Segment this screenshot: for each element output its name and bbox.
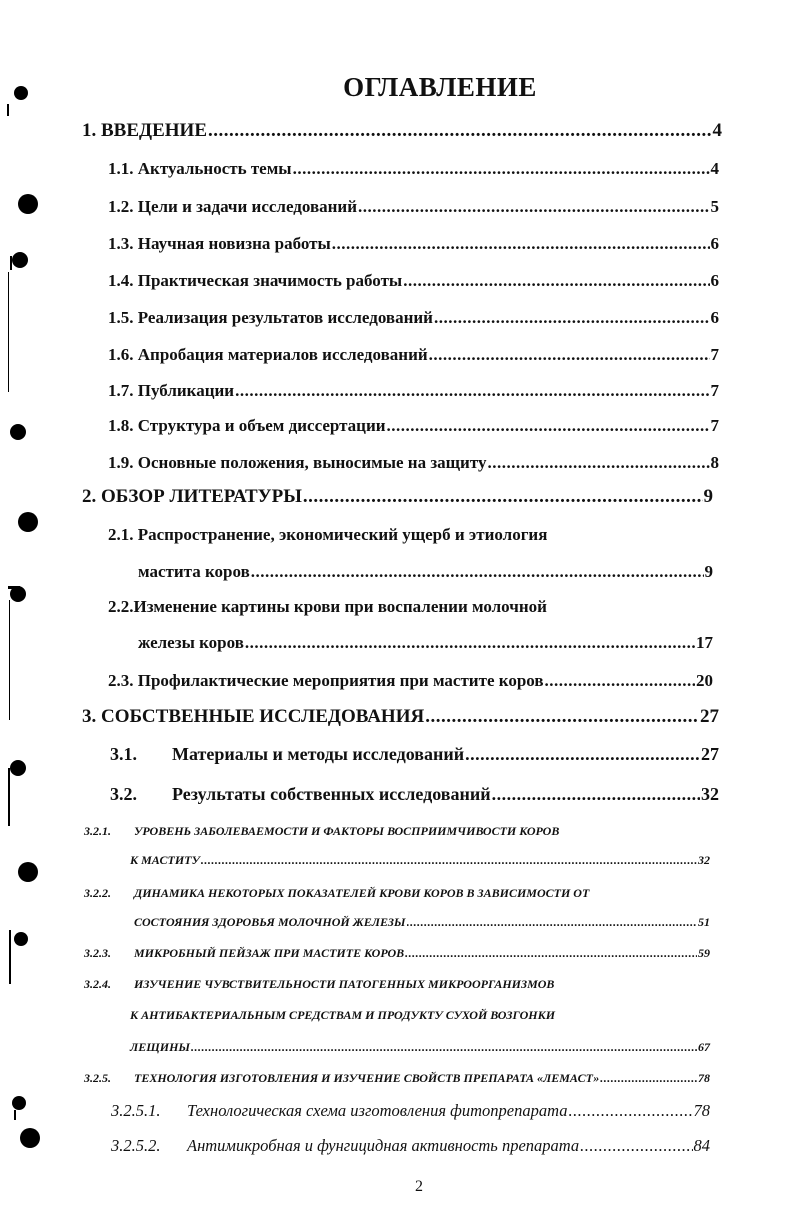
toc-entry[interactable] [82,486,713,508]
leader-dots [201,853,697,868]
toc-entry[interactable] [84,946,710,961]
punch-hole [18,194,38,214]
leader-dots [251,562,704,582]
toc-entry[interactable] [108,671,713,691]
page-title: ОГЛАВЛЕНИЕ [343,72,537,102]
punch-hole [10,760,26,776]
toc-entry-line2[interactable] [130,1008,555,1023]
punch-hole [18,512,38,532]
toc-number: 2. [82,486,97,507]
toc-entry[interactable] [108,159,719,179]
toc-entry[interactable] [108,381,719,401]
leader-dots [580,1136,692,1156]
scan-mark [7,104,9,116]
toc-entry[interactable] [108,271,719,291]
leader-dots [387,416,710,436]
toc-number: 1. [82,120,97,141]
toc-page: 7 [710,345,719,364]
toc-page: 59 [698,946,710,960]
leader-dots [429,345,710,365]
leader-dots [465,744,700,765]
toc-text: К АНТИБАКТЕРИАЛЬНЫМ СРЕДСТВАМ И ПРОДУКТУ СУХОЙ ВОЗГОНКИ [130,1008,556,1022]
toc-number: 2.2. [108,597,134,616]
scan-mark [8,272,9,392]
toc-text: Технологическая схема изготовления фитопрепарата [187,1101,568,1120]
toc-entry[interactable] [111,1101,710,1121]
toc-text: Публикации [137,381,235,400]
toc-number: 3.2. [110,784,137,804]
toc-text: Апробация материалов исследований [137,345,428,364]
toc-text: Актуальность темы [137,159,292,178]
toc-page: 4 [712,120,722,141]
toc-entry[interactable] [110,784,719,805]
toc-text: ОБЗОР ЛИТЕРАТУРЫ [101,486,302,507]
toc-entry[interactable] [84,1071,710,1086]
toc-number: 3.2.3. [84,946,111,960]
leader-dots [434,308,710,328]
toc-number: 3.2.5.2. [111,1136,161,1155]
toc-number: 2.1. [108,525,134,544]
toc-page: 6 [710,234,719,253]
leader-dots [545,671,695,691]
toc-page: 6 [710,308,719,327]
toc-text: Антимикробная и фунгицидная активность препарата [187,1136,580,1155]
toc-text: ЛЕЩИНЫ [130,1040,191,1054]
toc-entry-line1[interactable] [84,824,559,839]
toc-number: 3.2.5.1. [111,1101,161,1120]
toc-entry[interactable] [138,562,713,582]
toc-text: МИКРОБНЫЙ ПЕЙЗАЖ ПРИ МАСТИТЕ КОРОВ [134,946,405,960]
toc-entry-line1[interactable] [108,525,547,545]
leader-dots [293,159,710,179]
toc-text: СОБСТВЕННЫЕ ИССЛЕДОВАНИЯ [101,706,425,727]
toc-page: 27 [701,744,719,764]
toc-entry-line1[interactable] [84,886,589,901]
toc-text: Научная новизна работы [137,234,331,253]
leader-dots [208,120,712,142]
toc-text: СОСТОЯНИЯ ЗДОРОВЬЯ МОЛОЧНОЙ ЖЕЛЕЗЫ [134,915,406,929]
toc-number: 1.9. [108,453,134,472]
toc-text: Основные положения, выносимые на защиту [137,453,487,472]
toc-text: Практическая значимость работы [137,271,403,290]
punch-hole [12,1096,26,1110]
leader-dots [235,381,709,401]
toc-text: ДИНАМИКА НЕКОТОРЫХ ПОКАЗАТЕЛЕЙ КРОВИ КОРОВ В ЗАВИСИМОСТИ ОТ [134,886,590,900]
toc-entry[interactable] [108,416,719,436]
toc-entry[interactable] [108,197,719,217]
toc-entry[interactable] [108,345,719,365]
toc-text: Реализация результатов исследований [137,308,433,327]
toc-page: 7 [710,381,719,400]
toc-number: 1.4. [108,271,134,290]
toc-entry[interactable] [108,308,719,328]
toc-text: ВВЕДЕНИЕ [101,120,207,141]
toc-text: мастита коров [138,562,250,581]
toc-entry[interactable] [111,1136,710,1156]
punch-hole [20,1128,40,1148]
toc-number: 3.1. [110,744,137,764]
toc-number: 3.2.1. [84,824,111,838]
toc-page: 17 [696,633,713,652]
leader-dots [568,1101,692,1121]
toc-number: 1.5. [108,308,134,327]
toc-page: 32 [701,784,719,804]
toc-entry[interactable] [82,120,722,142]
toc-page: 4 [710,159,719,178]
leader-dots [358,197,709,217]
toc-entry[interactable] [108,234,719,254]
scan-mark [9,600,10,720]
toc-number: 1.2. [108,197,134,216]
toc-entry[interactable] [110,744,719,765]
leader-dots [303,486,703,508]
toc-page: 67 [698,1040,710,1054]
toc-page: 6 [710,271,719,290]
leader-dots [191,1040,697,1055]
toc-number: 3.2.5. [84,1071,111,1085]
toc-number: 1.1. [108,159,134,178]
toc-number: 1.3. [108,234,134,253]
toc-entry[interactable] [134,915,710,930]
toc-page: 78 [693,1101,710,1120]
toc-text: Изменение картины крови при воспалении молочной [133,597,547,616]
scan-mark [8,768,10,826]
toc-text: ТЕХНОЛОГИЯ ИЗГОТОВЛЕНИЯ И ИЗУЧЕНИЕ СВОЙСТВ ПРЕПАРАТА «ЛЕМАСТ» [134,1071,600,1085]
toc-page: 9 [703,486,713,507]
toc-text: К МАСТИТУ [130,853,200,867]
toc-number: 3. [82,706,97,727]
toc-text: Распространение, экономический ущерб и этиология [137,525,548,544]
toc-entry-line1[interactable] [108,597,547,617]
toc-page: 5 [710,197,719,216]
toc-number: 3.2.4. [84,977,111,991]
leader-dots [403,271,709,291]
toc-text: Цели и задачи исследований [137,197,358,216]
punch-hole [14,932,28,946]
scan-mark [14,1110,16,1120]
toc-entry-line1[interactable] [84,977,554,992]
leader-dots [332,234,710,254]
toc-text: УРОВЕНЬ ЗАБОЛЕВАЕМОСТИ И ФАКТОРЫ ВОСПРИИМЧИВОСТИ КОРОВ [134,824,560,838]
scan-mark [10,256,12,270]
leader-dots [425,706,699,728]
toc-text: Результаты собственных исследований [172,784,491,804]
toc-entry[interactable] [130,853,710,868]
punch-hole [12,252,28,268]
toc-text: Структура и объем диссертации [137,416,386,435]
scan-mark [9,930,11,984]
page-number: 2 [415,1178,423,1195]
toc-text: Материалы и методы исследований [172,744,465,764]
toc-page: 8 [710,453,719,472]
toc-page: 32 [698,853,710,867]
leader-dots [600,1071,697,1086]
toc-page: 51 [698,915,710,929]
toc-entry[interactable] [138,633,713,653]
toc-page: 84 [693,1136,710,1155]
toc-entry[interactable] [82,706,719,728]
toc-text: железы коров [138,633,244,652]
toc-number: 3.2.2. [84,886,111,900]
toc-page: 20 [696,671,713,690]
punch-hole [14,86,28,100]
toc-entry[interactable] [130,1040,710,1055]
punch-hole [18,862,38,882]
toc-number: 2.3. [108,671,134,690]
toc-page: 27 [700,706,719,727]
toc-text: Профилактические мероприятия при мастите коров [137,671,544,690]
leader-dots [245,633,695,653]
toc-page: 78 [698,1071,710,1085]
toc-number: 1.8. [108,416,134,435]
toc-entry[interactable] [108,453,719,473]
leader-dots [487,453,709,473]
scan-mark [8,586,20,589]
leader-dots [405,946,697,961]
toc-number: 1.7. [108,381,134,400]
toc-page: 9 [704,562,713,581]
leader-dots [492,784,700,805]
toc-text: ИЗУЧЕНИЕ ЧУВСТВИТЕЛЬНОСТИ ПАТОГЕННЫХ МИКРООРГАНИЗМОВ [134,977,555,991]
punch-hole [10,424,26,440]
toc-number: 1.6. [108,345,134,364]
leader-dots [407,915,697,930]
toc-page: 7 [710,416,719,435]
